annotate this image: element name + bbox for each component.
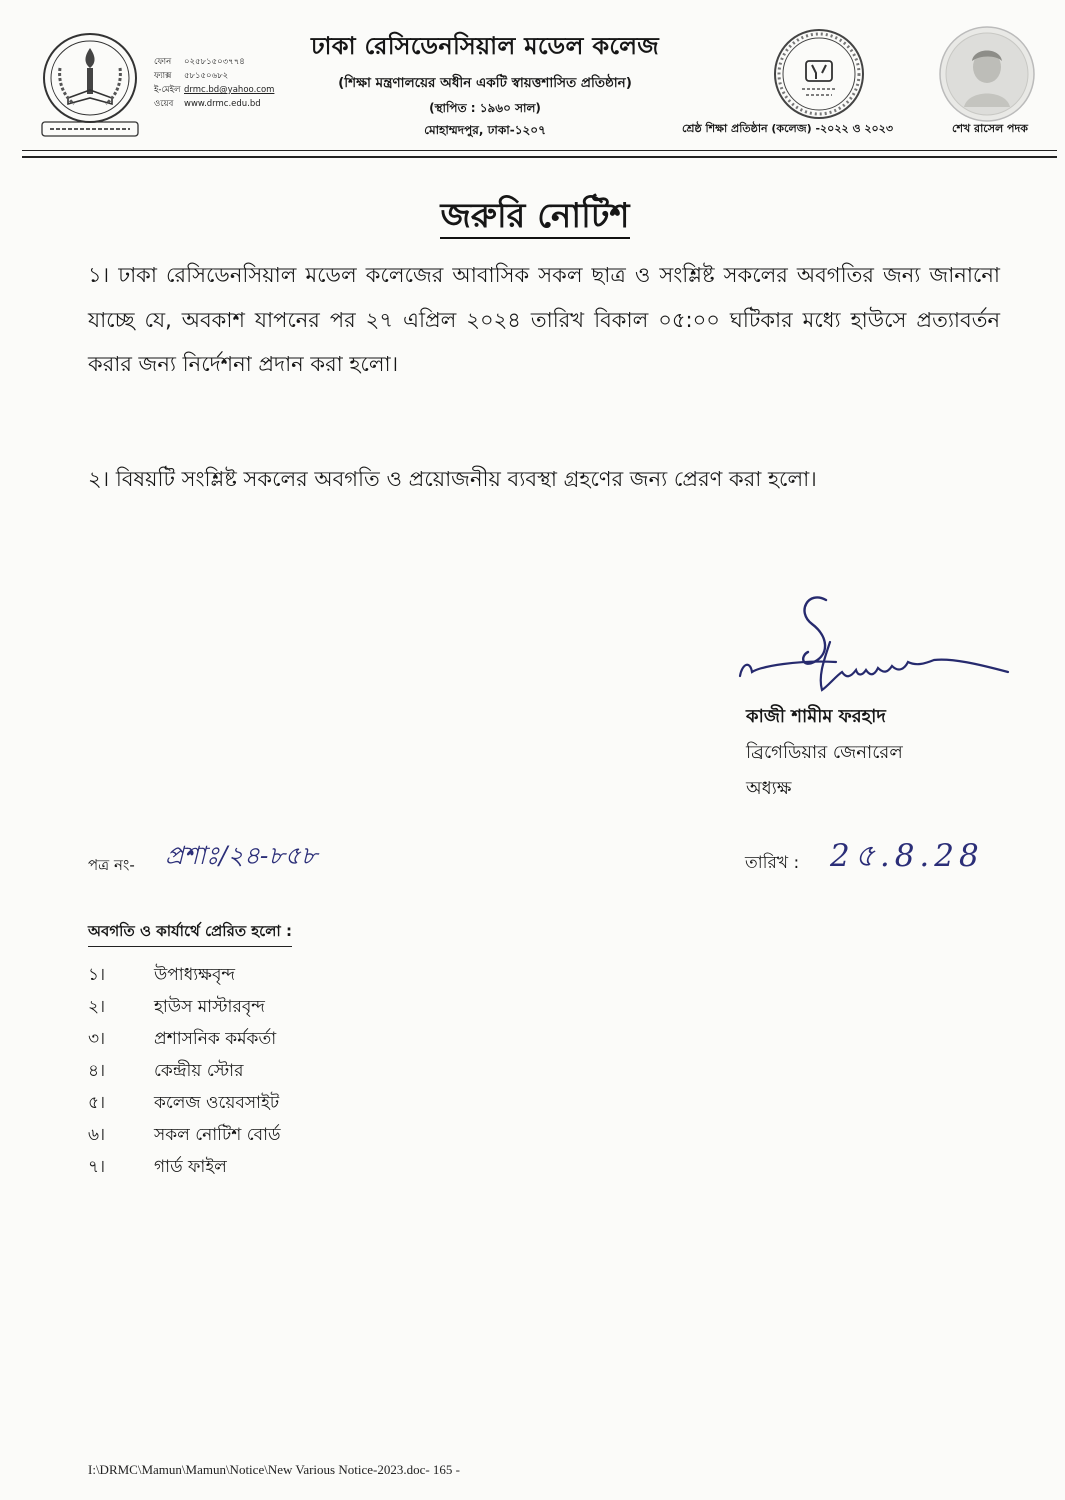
- signatory-name: কাজী শামীম ফরহাদ: [746, 706, 886, 727]
- medal-portrait-icon: [938, 25, 1036, 123]
- list-item-text: প্রশাসনিক কর্মকর্তা: [154, 1029, 277, 1049]
- list-item-text: কেন্দ্রীয় স্টোর: [154, 1061, 244, 1081]
- list-item: [88, 1090, 279, 1118]
- contact-label: ই-মেইল: [154, 85, 181, 95]
- notice-title: [400, 190, 670, 247]
- notice-title-text: জরুরি নোটিশ: [440, 196, 629, 239]
- list-item-text: গার্ড ফাইল: [154, 1157, 227, 1177]
- list-item-number: ৭।: [88, 1157, 106, 1177]
- list-item-text: হাউস মাস্টারবৃন্দ: [154, 997, 265, 1017]
- best-institution-award: শ্রেষ্ঠ শিক্ষা প্রতিষ্ঠান (কলেজ) -২০২২ ও ২০২৩: [682, 122, 893, 135]
- list-item-number: ৩।: [88, 1029, 106, 1049]
- college-address: মোহাম্মদপুর, ঢাকা-১২০৭: [424, 123, 546, 137]
- email-row: [154, 83, 274, 97]
- header-divider-top: [22, 150, 1057, 151]
- notice-paragraph-2: ২। বিষয়টি সংশ্লিষ্ট সকলের অবগতি ও প্রয়োজনীয় ব্যবস্থা গ্রহণের জন্য প্রেরণ করা হলো।: [88, 467, 817, 491]
- email-value: drmc.bd@yahoo.com: [184, 85, 275, 95]
- list-item: [88, 1026, 276, 1054]
- reference-label: পত্র নং-: [88, 856, 135, 874]
- date-value: 2৫.8.28: [830, 838, 984, 874]
- date-label: তারিখ :: [745, 853, 800, 873]
- college-logo: [38, 28, 142, 138]
- list-item: [88, 994, 265, 1022]
- list-item: [88, 1154, 227, 1182]
- list-item-number: ৬।: [88, 1125, 106, 1145]
- established-year: (স্থাপিত : ১৯৬০ সাল): [429, 101, 541, 115]
- footer-file-path: I:\DRMC\Mamun\Mamun\Notice\New Various Notice-2023.doc- 165 -: [88, 1462, 461, 1477]
- header-divider-bottom: [22, 156, 1057, 158]
- fax-row: [154, 69, 274, 83]
- contact-label: ফ্যাক্স: [154, 71, 172, 81]
- signatory-designation: অধ্যক্ষ: [746, 778, 792, 799]
- list-item-number: ৪।: [88, 1061, 106, 1081]
- college-name: ঢাকা রেসিডেনসিয়াল মডেল কলেজ: [310, 32, 660, 60]
- contact-label: ওয়েব: [154, 99, 174, 109]
- list-item-number: ২।: [88, 997, 106, 1017]
- list-item: [88, 962, 235, 990]
- reference-number: প্রশাঃ/২৪-৮৫৮: [165, 841, 318, 870]
- notice-paragraph-1: ১। ঢাকা রেসিডেনসিয়াল মডেল কলেজের আবাসিক সকল ছাত্র ও সংশ্লিষ্ট সকলের অবগতির জন্য জানানো যাচ্ছে যে, অবকাশ যাপনের পর ২৭ এপ্রিল ২০২৪ তারিখ বিকাল ০৫:০০ ঘটিকার মধ্যে হাউসে প্রত্যাবর্তন করার জন্য নির্দেশনা প্রদান করা হলো।: [88, 263, 1000, 376]
- list-item-number: ১।: [88, 965, 106, 985]
- contact-label: ফোন: [154, 57, 172, 67]
- list-item-number: ৫।: [88, 1093, 106, 1113]
- list-item-text: কলেজ ওয়েবসাইট: [154, 1093, 280, 1113]
- signatory-rank: ব্রিগেডিয়ার জেনারেল: [746, 742, 903, 763]
- web-value: www.drmc.edu.bd: [184, 99, 261, 109]
- list-item: [88, 1058, 243, 1086]
- signature-icon: [738, 590, 1013, 708]
- list-item-text: সকল নোটিশ বোর্ড: [154, 1125, 281, 1145]
- college-subtitle: (শিক্ষা মন্ত্রণালয়ের অধীন একটি স্বায়ত্তশাসিত প্রতিষ্ঠান): [338, 75, 632, 91]
- medal-caption: শেখ রাসেল পদক: [952, 122, 1028, 135]
- list-item: [88, 1122, 281, 1150]
- distribution-heading: অবগতি ও কার্যার্থে প্রেরিত হলো :: [88, 920, 292, 947]
- fax-value: ৫৮১৫০৬৮২: [184, 71, 229, 81]
- phone-value: ০২৫৮১৫০৩৭৭৪: [184, 57, 245, 67]
- list-item-text: উপাধ্যক্ষবৃন্দ: [154, 965, 236, 985]
- web-row: [154, 97, 274, 111]
- award-seal-icon: [772, 27, 866, 121]
